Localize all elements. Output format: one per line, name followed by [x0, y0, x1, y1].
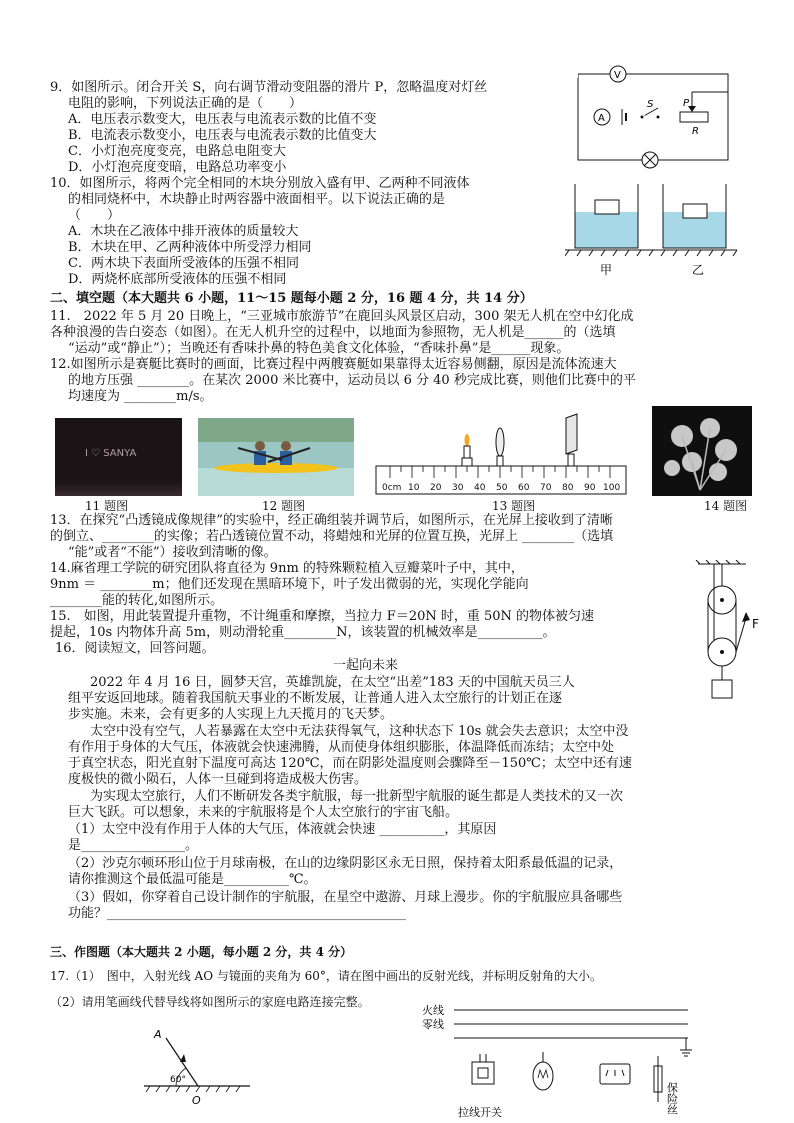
- point-a-label: A: [154, 1028, 162, 1041]
- q9-stem-line2: 电阻的影响，下列说法正确的是（ ）: [68, 96, 303, 111]
- q13-line3: “能”或者“不能”）接收到清晰的像。: [68, 545, 277, 560]
- q12-kayak-photo: [198, 418, 354, 496]
- q9-stem-line1: 9．如图所示。闭合开关 S，向右调节滑动变阻器的滑片 P，忽略温度对灯丝: [50, 80, 488, 95]
- q17-part2: （2）请用笔画线代替导线将如图所示的家庭电路连接完整。: [50, 995, 370, 1009]
- fuse-label: 保险丝: [665, 1082, 679, 1115]
- q17-part1: 17.（1） 图中，入射光线 AO 与镜面的夹角为 60°，请在图中画出的反射光线，并标明反射角的大小。: [50, 969, 602, 983]
- q10-stem-line2: 的相同烧杯中，木块静止时两容器中液面相平。以下说法正确的是: [68, 192, 446, 207]
- ruler-tick-80: 80: [562, 483, 574, 493]
- q16-p1-line3: 步实施。未来，会有更多的人实现上九天揽月的飞天梦。: [68, 707, 394, 722]
- ruler-tick-50: 50: [496, 483, 508, 493]
- q11-line2: 各种浪漫的告白姿态（如图）。在无人机升空的过程中，以地面为参照物，无人机是______的（选填: [50, 325, 616, 340]
- resistor-label: R: [692, 126, 699, 137]
- q16-sub2-line1: （2）沙克尔顿环形山位于月球南极，在山的边缘阴影区永无日照，保持着太阳系最低温的记录，: [68, 856, 623, 871]
- q15-pulley-diagram: [690, 560, 770, 710]
- q16-p2-line3: 于真空状态，阳光直射下温度可高达 120℃，而在阴影处温度则会骤降至－150℃；太空中还有速: [68, 756, 632, 771]
- q11-line3: “运动”或“静止”）；当晚还有香味扑鼻的特色美食文化体验，“香味扑鼻”是______现象。: [68, 341, 570, 356]
- ruler-tick-40: 40: [474, 483, 486, 493]
- q16-p1-line1: 2022 年 4 月 16 日，圆梦天宫，英雄凯旋，在太空“出差”183 天的中国航天员三人: [90, 675, 575, 690]
- q11-figure-caption: 11 题图: [85, 499, 129, 513]
- q9-option-c: C．小灯泡亮度变亮，电路总电阻变大: [68, 144, 286, 159]
- q16-p2-line2: 有作用于身体的大气压，体液就会快速沸腾，从而使身体组织膨胀，体温降低而冻结；太空中处: [68, 740, 615, 755]
- q16-p2-line1: 太空中没有空气，人若暴露在太空中无法获得氧气，这种状态下 10s 就会失去意识；太空中没: [90, 724, 629, 739]
- neutral-wire-label: 零线: [422, 1018, 444, 1031]
- q9-option-b: B．电流表示数变小，电压表与电流表示数的比值变大: [68, 128, 377, 143]
- q9-option-a: A．电压表示数变大，电压表与电流表示数的比值不变: [68, 112, 377, 127]
- q16-sub3-line1: （3）假如，你穿着自己设计制作的宇航服，在星空中遨游、月球上漫步。你的宇航服应具备哪些: [68, 890, 623, 905]
- q12-figure-caption: 12 题图: [262, 499, 306, 513]
- rheostat-icon: [680, 112, 708, 122]
- q13-optical-bench: [372, 412, 630, 498]
- force-label: F: [752, 617, 759, 631]
- q17-household-circuit: [418, 1000, 718, 1120]
- socket-icon: [600, 1064, 630, 1084]
- q13-line1: 13．在探究“凸透镜成像规律”的实验中，经正确组装并调节后，如图所示，在光屏上接收到了清晰: [50, 513, 613, 528]
- ruler-tick-60: 60: [518, 483, 530, 493]
- ruler-tick-0: 0cm: [382, 483, 402, 493]
- q10-option-b: B．木块在甲、乙两种液体中所受浮力相同: [68, 240, 312, 255]
- q14-line1: 14.麻省理工学院的研究团队将直径为 9nm 的特殊颗粒植入豆瓣菜叶子中，其中，: [50, 561, 524, 576]
- light-bulb-icon: [533, 1052, 553, 1090]
- section2-heading: 二、填空题（本大题共 6 小题，11～15 题每小题 2 分，16 题 4 分，共 14 分）: [50, 291, 533, 306]
- live-wire-label: 火线: [422, 1004, 444, 1017]
- ruler-tick-30: 30: [452, 483, 464, 493]
- pull-switch-icon: [472, 1054, 494, 1084]
- q14-figure-caption: 14 题图: [704, 499, 748, 513]
- q11-drone-photo: [55, 418, 182, 496]
- q10-option-c: C．两木块下表面所受液体的压强不相同: [68, 256, 299, 271]
- angle-label: 60°: [170, 1075, 186, 1085]
- q10-stem-line3: （ ）: [68, 208, 121, 223]
- q16-p2-line4: 度极快的微小陨石，人体一旦碰到将造成极大伤害。: [68, 772, 368, 787]
- q10-option-a: A．木块在乙液体中排开液体的质量较大: [68, 224, 299, 239]
- pull-switch-label: 拉线开关: [458, 1106, 502, 1119]
- q10-stem-line1: 10．如图所示，将两个完全相同的木块分别放入盛有甲、乙两种不同液体: [50, 176, 470, 191]
- ammeter-label: A: [598, 113, 605, 124]
- switch-label: S: [647, 99, 654, 110]
- q16-intro: 16．阅读短文，回答问题。: [55, 641, 215, 656]
- q12-line1: 12.如图所示是赛艇比赛时的画面，比赛过程中两艘赛艇如果靠得太近容易侧翻，原因是流体流速大: [50, 357, 617, 372]
- q9-circuit-diagram: [570, 62, 740, 170]
- q10-option-d: D．两烧杯底部所受液体的压强不相同: [68, 272, 287, 287]
- ruler-tick-10: 10: [408, 483, 420, 493]
- ruler-tick-20: 20: [430, 483, 442, 493]
- q16-p1-line2: 组平安返回地球。随着我国航天事业的不断发展，让普通人进入太空旅行的计划正在逐: [68, 691, 563, 706]
- fuse-icon: [654, 1056, 662, 1102]
- q16-article-title: 一起向未来: [333, 658, 399, 673]
- q16-sub2-line2: 请你推测这个最低温可能是__________℃。: [68, 872, 317, 887]
- q10-beakers-diagram: [565, 178, 740, 278]
- sanya-drone-text: I ♡ SANYA: [85, 448, 137, 459]
- slider-label: P: [683, 98, 690, 109]
- q14-line3: ________能的转化,如图所示。: [50, 593, 224, 608]
- section3-heading: 三、作图题（本大题共 2 小题，每小题 2 分，共 4 分）: [50, 945, 353, 959]
- q16-p3-line2: 巨大飞跃。可以想象，未来的宇航服将是个人太空旅行的宇宙飞船。: [68, 805, 459, 820]
- q13-figure-caption: 13 题图: [492, 499, 536, 513]
- q15-line2: 提起，10s 内物体升高 5m，则动滑轮重________N，该装置的机械效率是__________。: [50, 625, 556, 640]
- q16-sub3-line2: 功能？______________________________________________: [68, 906, 407, 921]
- q12-line2: 的地方压强 ________。在某次 2000 米比赛中，运动员以 6 分 40 秒完成比赛，则他们比赛中的平: [68, 373, 636, 388]
- beaker-left-label: 甲: [600, 263, 613, 277]
- q16-sub1-line2: 是________________。: [68, 838, 199, 853]
- q11-line1: 11. 2022 年 5 月 20 日晚上，“三亚城市旅游节”在鹿回头风景区启动，300 架无人机在空中幻化成: [50, 309, 634, 324]
- q9-option-d: D．小灯泡亮度变暗，电路总功率变小: [68, 160, 287, 175]
- voltmeter-label: V: [614, 70, 621, 81]
- q17-reflection-diagram: [140, 1024, 260, 1108]
- q13-line2: 的倒立、________的实像；若凸透镜位置不动，将蜡烛和光屏的位置互换，光屏上 ________（选填: [50, 529, 614, 544]
- ruler-tick-100: 100: [603, 483, 621, 493]
- q16-sub1-line1: （1）太空中没有作用于人体的大气压，体液就会快速 __________，其原因: [68, 822, 497, 837]
- ruler-tick-70: 70: [540, 483, 552, 493]
- weight-block: [712, 680, 732, 698]
- ruler-tick-90: 90: [584, 483, 596, 493]
- beaker-right-label: 乙: [692, 263, 705, 277]
- q15-line1: 15. 如图，用此装置提升重物，不计绳重和摩擦，当拉力 F＝20N 时，重 50N 的物体被匀速: [50, 609, 595, 624]
- q14-line2: 9nm ＝ ________m；他们还发现在黑暗环境下，叶子发出微弱的光，实现化学能向: [50, 577, 529, 592]
- q14-glowing-leaves-photo: [652, 406, 752, 496]
- point-o-label: O: [192, 1094, 201, 1107]
- q16-p3-line1: 为实现太空旅行，人们不断研发各类宇航服，每一批新型宇航服的诞生都是人类技术的又一次: [90, 789, 624, 804]
- q12-line3: 均速度为 ________m/s。: [68, 389, 213, 404]
